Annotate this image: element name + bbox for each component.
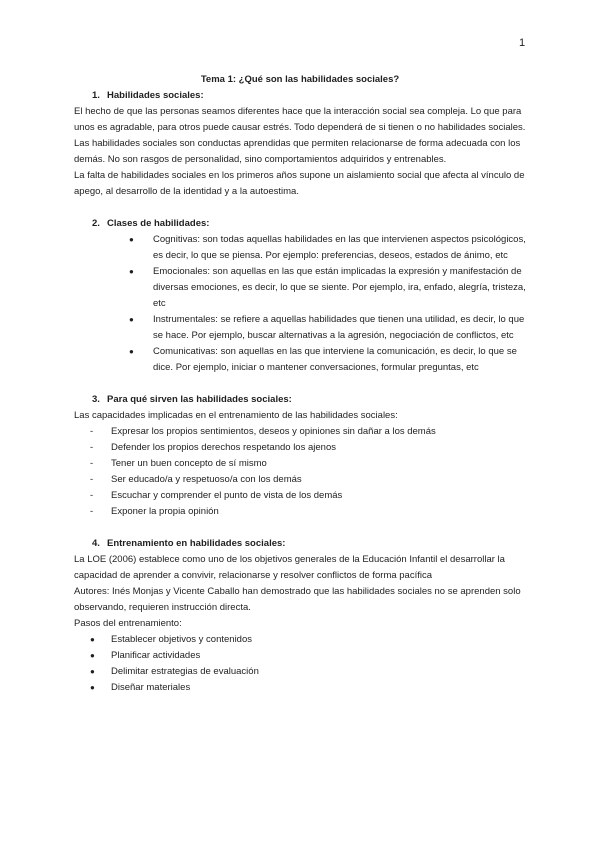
bullet-icon: ● [129, 347, 134, 356]
paragraph: Autores: Inés Monjas y Vicente Caballo han demostrado que las habilidades sociales no se aprenden solo observando, requieren instrucción directa. [74, 586, 521, 613]
list-item: ● Comunicativas: son aquellas en las que interviene la comunicación, es decir, lo que se dice. Por ejemplo, iniciar o mantener conversaciones, formular preguntas, etc [129, 346, 517, 373]
dash-icon: - [90, 474, 94, 485]
section-heading-2: 2. Clases de habilidades: [92, 218, 210, 229]
section-heading-1: 1. Habilidades sociales: [92, 90, 204, 101]
paragraph: Pasos del entrenamiento: [74, 618, 182, 629]
paragraph: La LOE (2006) establece como uno de los objetivos generales de la Educación Infantil el desarrollar la capacidad de aprender a convivir, relacionarse y resolver conflictos de forma pacífica [74, 554, 505, 581]
list-item: ● Emocionales: son aquellas en las que están implicadas la expresión y manifestación de diversas emociones, es decir, lo que se siente. Por ejemplo, ira, enfado, alegría, tristeza, etc [129, 266, 526, 309]
paragraph: Las capacidades implicadas en el entrenamiento de las habilidades sociales: [74, 410, 398, 421]
dash-icon: - [90, 458, 94, 469]
list-item: - Defender los propios derechos respetando los ajenos [74, 440, 534, 456]
list-item: ● Instrumentales: se refiere a aquellas habilidades que tienen una utilidad, es decir, lo que se hace. Por ejemplo, buscar alternativas a la agresión, negociación de conflictos, etc [129, 314, 525, 341]
bullet-icon: ● [129, 315, 134, 324]
paragraph: Las habilidades sociales son conductas aprendidas que permiten relacionarse de forma adecuada con los demás. No son rasgos de personalidad, sino comportamientos adquiridos y entrenables. [74, 138, 521, 165]
paragraph: El hecho de que las personas seamos diferentes hace que la interacción social sea compleja. Lo que para unos es agradable, para otros puede causar estrés. Todo dependerá de si tienen o no habilidades sociales. [74, 106, 526, 133]
dash-icon: - [90, 506, 94, 517]
dash-icon: - [90, 442, 94, 453]
list-item: ● Delimitar estrategias de evaluación [74, 664, 534, 680]
bullet-icon: ● [90, 651, 95, 660]
bullet-icon: ● [129, 267, 134, 276]
list-item: - Exponer la propia opinión [74, 504, 534, 520]
list-item: ● Cognitivas: son todas aquellas habilidades en las que intervienen aspectos psicológicos, es decir, lo que se piensa. Por ejemplo: preferencias, deseos, estados de ánimo, etc [129, 234, 526, 261]
bullet-icon: ● [90, 667, 95, 676]
capacities-list [74, 424, 534, 520]
page-number: 1 [519, 37, 526, 49]
skill-types-list [74, 232, 534, 376]
list-item: - Escuchar y comprender el punto de vista de los demás [74, 488, 534, 504]
bullet-icon: ● [90, 683, 95, 692]
bullet-icon: ● [129, 235, 134, 244]
list-item: - Tener un buen concepto de sí mismo [74, 456, 534, 472]
document-title: Tema 1: ¿Qué son las habilidades sociales? [200, 74, 400, 85]
section-heading-3: 3. Para qué sirven las habilidades sociales: [92, 394, 292, 405]
list-item: ● Planificar actividades [74, 648, 534, 664]
training-steps-list [74, 632, 534, 696]
bullet-icon: ● [90, 635, 95, 644]
list-item: ● Establecer objetivos y contenidos [74, 632, 534, 648]
section-heading-4: 4. Entrenamiento en habilidades sociales: [92, 538, 286, 549]
list-item: ● Diseñar materiales [74, 680, 534, 696]
dash-icon: - [90, 490, 94, 501]
document-body [74, 72, 534, 696]
list-item: - Expresar los propios sentimientos, deseos y opiniones sin dañar a los demás [74, 424, 534, 440]
list-item: - Ser educado/a y respetuoso/a con los demás [74, 472, 534, 488]
paragraph: La falta de habilidades sociales en los primeros años supone un aislamiento social que afecta al vínculo de apego, al desarrollo de la identidad y a la autoestima. [74, 170, 525, 197]
dash-icon: - [90, 426, 94, 437]
